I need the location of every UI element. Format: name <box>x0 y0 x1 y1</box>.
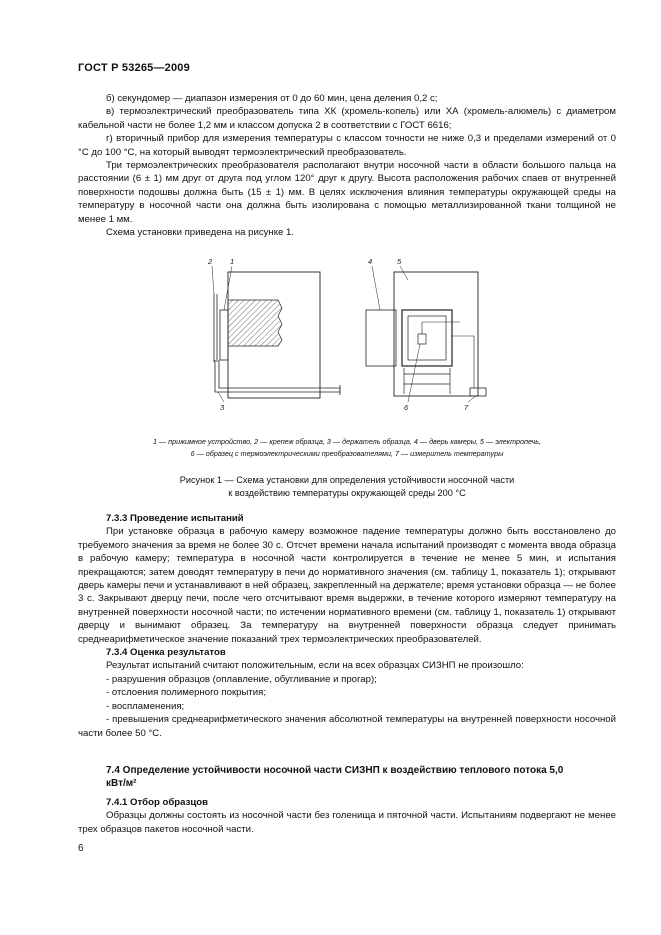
figure-label: 1 <box>230 257 235 266</box>
caption-line: к воздействию температуры окружающей среды 200 °С <box>228 487 466 498</box>
legend-line: 6 — образец с термоэлектрическими преобразователями, 7 — измеритель температуры <box>190 449 504 458</box>
document-header: ГОСТ Р 53265—2009 <box>78 62 190 74</box>
section-heading: 7.4.1 Отбор образцов <box>106 797 208 808</box>
intro-block <box>78 92 616 239</box>
list-item: - воспламенения; <box>106 700 185 712</box>
intro-paragraph: Схема установки приведена на рисунке 1. <box>106 227 295 239</box>
section-paragraph: Результат испытаний считают положительным, если на всех образцах СИЗНП не произошло: <box>106 660 524 672</box>
figure-caption <box>78 474 616 499</box>
chamber-door <box>366 310 396 366</box>
insulation-block <box>228 300 282 346</box>
section-heading: 7.3.4 Оценка результатов <box>106 647 226 659</box>
sample-holder <box>215 360 340 392</box>
section-7-4-1 <box>78 796 616 836</box>
list-item: - превышения среднеарифметического значения абсолютной температуры на внутренней поверхности носочной части более 50 °С. <box>78 714 616 739</box>
list-item: - разрушения образцов (оплавление, обугливание и прогар); <box>106 673 377 685</box>
figure-label: 2 <box>208 257 213 266</box>
list-item: - отслоения полимерного покрытия; <box>106 687 267 699</box>
legend-line: 1 — прижимное устройство, 2 — крепеж образца, 3 — держатель образца, 4 — дверь камеры, 5 — электропечь, <box>152 437 542 446</box>
figure-label: 7 <box>464 403 469 412</box>
chamber-opening <box>402 310 452 366</box>
figure-label: 5 <box>397 257 402 266</box>
section-heading: 7.3.3 Проведение испытаний <box>106 513 244 524</box>
caption-line: Рисунок 1 — Схема установки для определения устойчивости носочной части <box>179 475 515 485</box>
intro-paragraph: в) термоэлектрический преобразователь типа ХК (хромель-копель) или ХА (хромель-алюмель) с диаметром кабельной части не более 1,2 мм и классом допуска 2 в соответствии с ГОСТ 6616; <box>78 106 616 131</box>
intro-paragraph: г) вторичный прибор для измерения температуры с классом точности не ниже 0,3 и пределами измерений от 0 °С до 100 °С, на который выводят термоэлектрический преобразователь. <box>78 133 616 158</box>
test-setup-diagram <box>190 252 510 432</box>
section-heading: 7.4 Определение устойчивости носочной части СИЗНП к воздействию теплового потока 5,0 кВт/м² <box>106 765 564 790</box>
intro-paragraph: Три термоэлектрических преобразователя располагают внутри носочной части в области большого пальца на расстоянии (6 ± 1) мм друг от друга под углом 120° друг к другу. Высота расположения рабочих спаев от внутренней поверхности подошвы должна быть (15 ± 1) мм. В целях исключения влияния температуры окружающей среды на температуру в носочной части она должна быть изолирована с помощью металлизированной ткани толщиной не менее 1 мм. <box>78 160 616 225</box>
figure-label: 6 <box>404 403 409 412</box>
figure-legend <box>78 436 616 460</box>
section-paragraph: Образцы должны состоять из носочной части без голенища и пяточной части. Испытаниям подвергают не менее трех образцов пакетов носочной части. <box>78 810 616 835</box>
furnace-body <box>394 272 478 396</box>
section-7-4 <box>78 764 616 791</box>
intro-paragraph: б) секундомер — диапазон измерения от 0 до 60 мин, цена деления 0,2 с; <box>106 93 438 104</box>
clamp-device <box>220 310 228 360</box>
figure-label: 3 <box>220 403 225 412</box>
sample <box>418 334 426 344</box>
page-number: 6 <box>78 843 84 854</box>
figure-label: 4 <box>368 257 373 266</box>
section-7-3-3 <box>78 512 616 740</box>
section-paragraph: При установке образца в рабочую камеру возможное падение температуры должно быть восстановлено до требуемого значения за время не более 30 с. Отсчет времени начала испытаний производят с момента ввода образца в рабочую камеру; температура в носочной части контролируется в течение не менее 5 мин, и испытания прекращаются; затем доводят температуру в печи до нормативного значения (см. таблицу 1, показатель 1); открывают дверь камеры печи и устанавливают в ней образец, закрепленный на держателе; время установки образца — не более 3 с. Закрывают дверцу печи, после чего отсчитывают время выдержки, в течение которого измеряют температуру на внутренней поверхности носочной части; по истечении нормативного времени (см. таблицу 1, показатель 1) открывают дверцу и вынимают образец. За температуру на внутренней поверхности образца следует принимать среднеарифметическое значение показаний трех термоэлектрических преобразователей. <box>78 526 616 645</box>
